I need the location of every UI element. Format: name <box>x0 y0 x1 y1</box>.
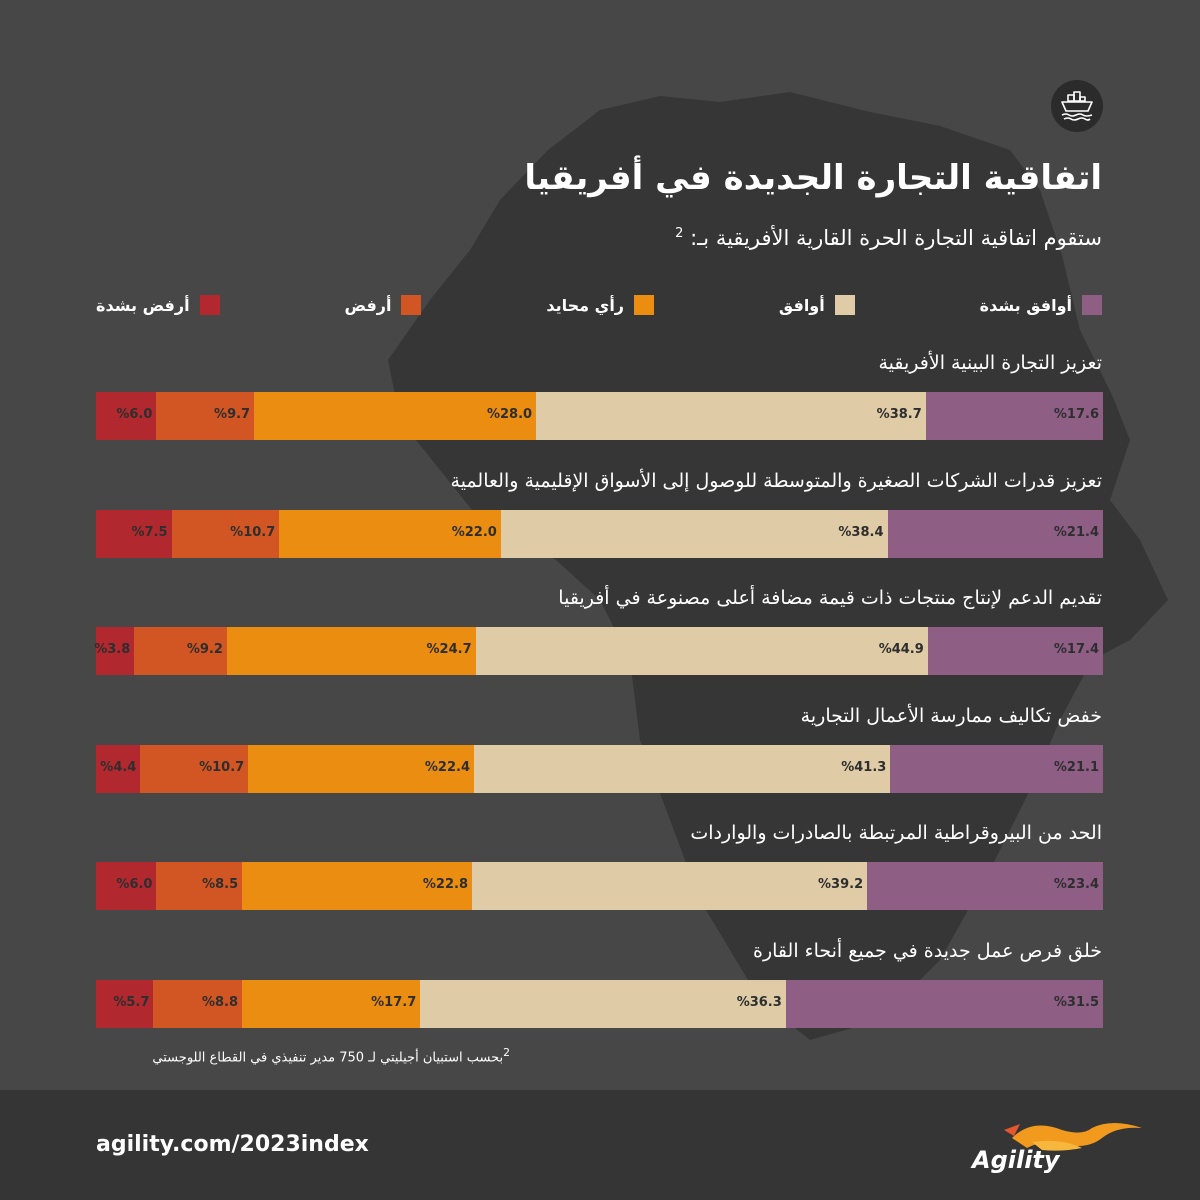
bar-value-label: %17.6 <box>1053 407 1099 422</box>
bar-segment <box>156 392 254 440</box>
bar-value-label: %21.1 <box>1053 760 1099 775</box>
bar-value-label: %10.7 <box>230 525 276 540</box>
bar-segment <box>887 510 1103 558</box>
bar-segment <box>140 745 248 793</box>
bar-value-label: %5.7 <box>113 995 150 1010</box>
bar-row <box>96 862 1103 910</box>
footer-bar <box>0 1090 1200 1200</box>
bar-segment <box>156 862 242 910</box>
bar-segment <box>96 392 157 440</box>
bar-value-label: %28.0 <box>486 407 533 422</box>
bar-segment <box>248 745 474 793</box>
bar-segment <box>420 980 786 1028</box>
bar-segment <box>785 980 1103 1028</box>
bar-value-label: %38.7 <box>876 407 922 422</box>
bar-value-label: %44.9 <box>878 642 924 657</box>
bar-segment <box>96 627 135 675</box>
bar-row <box>96 510 1103 558</box>
bar-segment <box>153 980 242 1028</box>
bar-value-label: %38.4 <box>838 525 884 540</box>
bar-value-label: %31.5 <box>1053 995 1099 1010</box>
legend-label: رأي محايد <box>546 295 625 315</box>
bar-value-label: %39.2 <box>818 877 864 892</box>
bar-value-label: %3.8 <box>94 642 131 657</box>
bar-segment <box>279 510 501 558</box>
legend-label: أوافق <box>778 295 825 315</box>
row-label: الحد من البيروقراطية المرتبطة بالصادرات والواردات <box>690 822 1102 845</box>
bar-segment <box>134 627 227 675</box>
bar-value-label: %24.7 <box>426 642 472 657</box>
bar-segment <box>927 627 1103 675</box>
bar-segment <box>925 392 1103 440</box>
bar-value-label: %22.8 <box>422 877 468 892</box>
subtitle-footnote-ref: 2 <box>675 226 684 241</box>
bar-segment <box>242 980 421 1028</box>
bar-value-label: %36.3 <box>736 995 782 1010</box>
row-label: تعزيز قدرات الشركات الصغيرة والمتوسطة للوصول إلى الأسواق الإقليمية والعالمية <box>450 469 1102 492</box>
bar-value-label: %21.4 <box>1053 525 1099 540</box>
bar-value-label: %7.5 <box>131 525 168 540</box>
bar-segment <box>242 862 472 910</box>
bar-segment <box>536 392 926 440</box>
bar-segment <box>475 627 928 675</box>
footer-url-link[interactable]: agility.com/2023index <box>96 1132 369 1157</box>
bar-value-label: %22.0 <box>451 525 497 540</box>
bar-row <box>96 745 1103 793</box>
bar-value-label: %6.0 <box>116 407 153 422</box>
bar-value-label: %17.7 <box>371 995 417 1010</box>
bar-value-label: %8.8 <box>201 995 239 1010</box>
bar-segment <box>867 862 1103 910</box>
subtitle-text: ستقوم اتفاقية التجارة الحرة القارية الأفريقية بـ: <box>690 226 1102 250</box>
bar-value-label: %22.4 <box>424 760 471 775</box>
bar-value-label: %9.2 <box>186 642 223 657</box>
row-label: تقديم الدعم لإنتاج منتجات ذات قيمة مضافة أعلى مصنوعة في أفريقيا <box>558 587 1102 610</box>
bar-value-label: %17.4 <box>1053 642 1099 657</box>
row-label: تعزيز التجارة البينية الأفريقية <box>878 352 1102 374</box>
bar-segment <box>472 862 868 910</box>
bar-value-label: %23.4 <box>1053 877 1099 892</box>
bar-row <box>96 980 1103 1028</box>
legend-label: أوافق بشدة <box>979 295 1072 315</box>
bar-segment <box>890 745 1103 793</box>
footnote <box>152 1046 510 1065</box>
bar-segment <box>500 510 887 558</box>
bar-value-label: %6.0 <box>116 877 153 892</box>
page-title: اتفاقية التجارة الجديدة في أفريقيا <box>524 158 1102 198</box>
bar-segment <box>96 862 157 910</box>
legend-label: أرفض بشدة <box>96 295 190 315</box>
legend-label: أرفض <box>344 295 392 315</box>
bar-segment <box>96 510 172 558</box>
footnote-ref: 2 <box>503 1046 510 1059</box>
bar-value-label: %8.5 <box>202 877 239 892</box>
bar-segment <box>254 392 536 440</box>
bar-segment <box>96 980 154 1028</box>
bar-segment <box>474 745 891 793</box>
agility-logo <box>942 1108 1162 1188</box>
bar-value-label: %41.3 <box>841 760 887 775</box>
bar-value-label: %4.4 <box>100 760 137 775</box>
bar-row <box>96 627 1103 675</box>
footnote-text: بحسب استبيان أجيليتي لـ 750 مدير تنفيذي في القطاع اللوجستي <box>152 1050 504 1066</box>
bar-segment <box>226 627 475 675</box>
bar-value-label: %9.7 <box>214 407 251 422</box>
bar-row <box>96 392 1103 440</box>
bar-segment <box>171 510 279 558</box>
bar-value-label: %10.7 <box>199 760 245 775</box>
row-label: خلق فرص عمل جديدة في جميع أنحاء القارة <box>753 940 1102 962</box>
bar-segment <box>96 745 141 793</box>
brand-name: Agility <box>972 1146 1060 1174</box>
row-label: خفض تكاليف ممارسة الأعمال التجارية <box>800 704 1102 727</box>
